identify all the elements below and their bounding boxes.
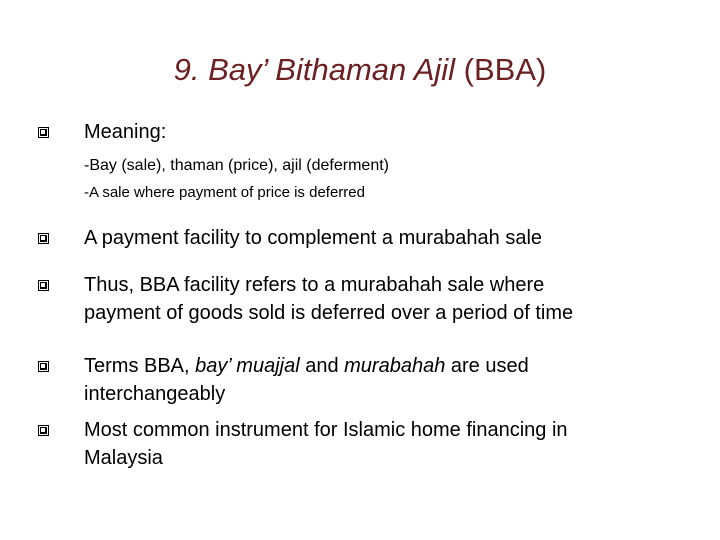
sub-item-definition: -Bay (sale), thaman (price), ajil (deferment) (84, 157, 389, 174)
bullet-home-financing-line2: Malaysia (84, 447, 163, 469)
square-bullet-icon (38, 233, 49, 244)
bullet-meaning: Meaning: (84, 121, 167, 143)
bullet-terms (84, 352, 704, 408)
bullet-bba-facility (84, 271, 704, 327)
square-bullet-icon (38, 127, 49, 138)
bullet-terms-line2: interchangeably (84, 383, 226, 405)
bullet-terms-line1 (84, 352, 704, 380)
title-main: 9. Bay’ Bithaman Ajil (173, 52, 456, 87)
square-bullet-icon (38, 280, 49, 291)
terms-murabahah: murabahah (344, 355, 446, 377)
bullet-home-financing (84, 416, 704, 472)
bullet-bba-facility-line2: payment of goods sold is deferred over a period of time (84, 302, 574, 324)
bullet-payment-facility: A payment facility to complement a murabahah sale (84, 227, 543, 249)
terms-bay-muajjal: bay’ muajjal (195, 355, 300, 377)
square-bullet-icon (38, 361, 49, 372)
slide-title (0, 48, 720, 92)
title-abbrev: (BBA) (455, 52, 547, 87)
terms-mid: and (299, 355, 345, 377)
sub-item-description: -A sale where payment of price is deferred (84, 184, 365, 201)
terms-pre: Terms BBA, (84, 355, 196, 377)
bullet-home-financing-line1: Most common instrument for Islamic home financing in (84, 419, 568, 441)
square-bullet-icon (38, 425, 49, 436)
terms-post: are used (445, 355, 529, 377)
bullet-bba-facility-line1: Thus, BBA facility refers to a murabahah sale where (84, 274, 545, 296)
